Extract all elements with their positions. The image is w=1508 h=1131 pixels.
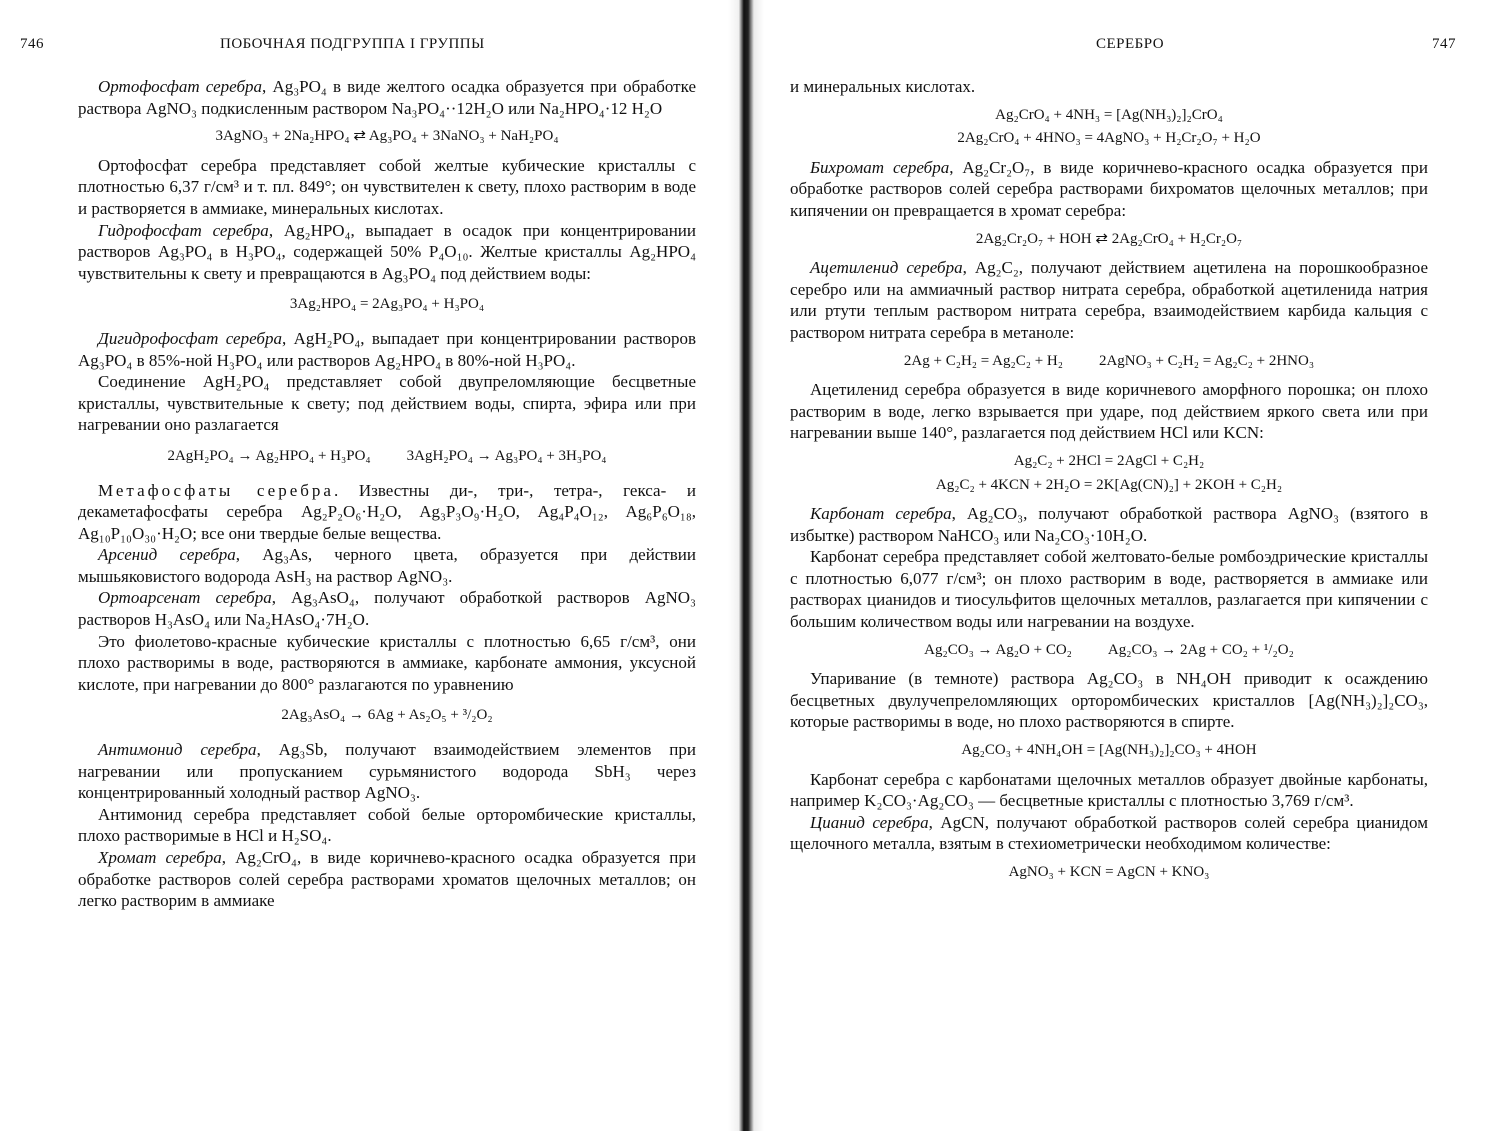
term: Хромат серебра <box>98 848 222 867</box>
paragraph: Цианид серебра, AgCN, получают обработкой растворов солей серебра цианидом щелочного металла, взятым в стехиометрически необходимом количестве: <box>790 812 1428 854</box>
equation: Ag₂CO₃ → Ag₂O + CO₂ Ag₂CO₃ → 2Ag + CO₂ + ¹/₂O₂ <box>924 641 1294 658</box>
paragraph: Карбонат серебра представляет собой желтовато-белые ромбоэдрические кристаллы с плотностью 6,077 г/см³; он плохо растворим в воде, растворяется в аммиаке или растворах цианидов и тиосульфитов щелочных металлов, разлагается при кипячении с большим количеством воды или нагревании на воздухе. <box>790 547 1428 632</box>
equation: 3Ag₂HPO₄ = 2Ag₃PO₄ + H₃PO₄ <box>289 296 485 313</box>
equation: Ag₂CrO₄ + 4NH₃ = [Ag(NH₃)₂]₂CrO₄ <box>995 106 1223 123</box>
term: Дигидрофосфат серебра <box>98 328 282 348</box>
running-head: ПОБОЧНАЯ ПОДГРУППА I ГРУППЫ <box>220 36 485 52</box>
paragraph: Метафосфаты серебра. Известны ди-, три-, тетра-, гекса- и декаметафосфаты серебра Ag₂P₂O₆·H₂O, Ag₃P₃O₉·H₂O, Ag₄P₄O₁₂, Ag₆P₆O₁₈, Ag₁₀P₁₀O₃₀·H₂O; все они твердые белые вещества. <box>78 480 696 543</box>
paragraph: Антимонид серебра, Ag₃Sb, получают взаимодействием элементов при нагревании или пропусканием сурьмянистого водорода SbH₃ через концентрированный холодный раствор AgNO₃. <box>78 740 696 803</box>
text-column <box>78 76 696 912</box>
term: Цианид серебра <box>810 812 929 832</box>
term: Карбонат серебра <box>810 504 952 524</box>
term: Антимонид серебра <box>98 740 257 760</box>
paragraph: Ортоарсенат серебра, Ag₃AsO₄, получают обработкой растворов AgNO₃ растворов H₃AsO₄ или Na₂HAsO₄·7H₂O. <box>78 588 696 630</box>
term: Бихромат серебра <box>810 157 950 177</box>
term: Гидрофосфат серебра <box>98 220 269 240</box>
paragraph: Гидрофосфат серебра, Ag₂HPO₄, выпадает в осадок при концентрировании растворов Ag₃PO₄ в H₃PO₄, содержащей 50% P₄O₁₀. Желтые кристаллы Ag₂HPO₄ чувствительны к свету и превращаются в Ag₃PO₄ под действием воды: <box>78 220 696 283</box>
paragraph: Это фиолетово-красные кубические кристаллы с плотностью 6,65 г/см³, они плохо растворимы в воде, растворяются в аммиаке, карбонате аммония, уксусной кислоте, при нагревании до 800° разлагаются по уравнению <box>78 631 696 694</box>
paragraph: Карбонат серебра, Ag₂CO₃, получают обработкой раствора AgNO₃ (взятого в избытке) раствором NaHCO₃ или Na₂CO₃·10H₂O. <box>790 504 1428 545</box>
term: Арсенид серебра <box>98 545 236 565</box>
paragraph: Ацетиленид серебра, Ag₂C₂, получают действием ацетилена на порошкообразное серебро или на аммиачный раствор нитрата серебра, обработкой ацетиленида натрия или ртути теплым раствором нитрата серебра, взаимодействием карбида кальция с раствором нитрата серебра в метаноле: <box>790 258 1429 342</box>
paragraph: Бихромат серебра, Ag₂Cr₂O₇, в виде коричнево-красного осадка образуется при обработке растворов солей серебра растворами бихроматов щелочных металлов; при кипячении он превращается в хромат серебра: <box>790 157 1428 220</box>
paragraph: Ортофосфат серебра представляет собой желтые кубические кристаллы с плотностью 6,37 г/см³ и т. пл. 849°; он чувствителен к свету, плохо растворим в воде и растворяется в аммиаке, минеральных кислотах. <box>78 155 696 218</box>
paragraph: Ортофосфат серебра, Ag₃PO₄ в виде желтого осадка образуется при обработке раствора AgNO₃ подкисленным раствором Na₃PO₄··12H₂O или Na₂HPO₄·12 H₂O <box>78 77 696 118</box>
page-number: 746 <box>20 36 44 52</box>
paragraph: и минеральных кислотах. <box>790 77 976 96</box>
paragraph: Соединение AgH₂PO₄ представляет собой двупреломляющие бесцветные кристаллы, чувствительные к свету; под действием воды, спирта, эфира или при нагревании оно разлагается <box>78 372 696 435</box>
equation: AgNO₃ + KCN = AgCN + KNO₃ <box>1008 864 1210 880</box>
left-page <box>0 0 740 1131</box>
right-page <box>760 0 1508 1131</box>
equation: 3AgNO₃ + 2Na₂HPO₄ ⇄ Ag₃PO₄ + 3NaNO₃ + NaH₂PO₄ <box>215 128 559 145</box>
equation: Ag₂CO₃ + 4NH₄OH = [Ag(NH₃)₂]₂CO₃ + 4HOH <box>961 742 1257 759</box>
term: Ацетиленид серебра <box>810 258 963 278</box>
page-number: 747 <box>1432 36 1456 52</box>
paragraph: Дигидрофосфат серебра, AgH₂PO₄, выпадает при концентрировании растворов Ag₃PO₄ в 85%-ной H₃PO₄ или растворов Ag₂HPO₄ в 80%-ной H₃PO₄. <box>78 328 696 370</box>
text-column <box>790 76 1428 891</box>
equation: 2Ag₂CrO₄ + 4HNO₃ = 4AgNO₃ + H₂Cr₂O₇ + H₂O <box>957 130 1261 147</box>
paragraph: Упаривание (в темноте) раствора Ag₂CO₃ в NH₄OH приводит к осаждению бесцветных двулучепреломляющих орторомбических кристаллов [Ag(NH₃)₂]₂CO₃, которые растворимы в воде, но плохо растворяются в спирте. <box>790 669 1428 732</box>
equation: Ag₂C₂ + 4KCN + 2H₂O = 2K[Ag(CN)₂] + 2KOH + C₂H₂ <box>935 476 1283 493</box>
book-gutter <box>728 0 764 1131</box>
paragraph: Хромат серебра, Ag₂CrO₄, в виде коричнево-красного осадка образуется при обработке растворов солей серебра растворами хроматов щелочных металлов; он легко растворим в аммиаке <box>78 848 696 911</box>
term: Метафосфаты серебра <box>98 480 334 500</box>
paragraph: Антимонид серебра представляет собой белые орторомбические кристаллы, плохо растворимые в HCl и H₂SO₄. <box>78 804 696 846</box>
equation: Ag₂C₂ + 2HCl = 2AgCl + C₂H₂ <box>1013 452 1205 469</box>
paragraph: Арсенид серебра, Ag₃As, черного цвета, образуется при действии мышьяковистого водорода AsH₃ на раствор AgNO₃. <box>78 545 696 586</box>
term: Ортоарсенат серебра <box>98 588 272 608</box>
running-head: СЕРЕБРО <box>1096 36 1165 52</box>
paragraph: Ацетиленид серебра образуется в виде коричневого аморфного порошка; он плохо растворим в воде, легко взрывается при ударе, под действием яркого света или при нагревании выше 140°, разлагается под действием HCl или KCN: <box>790 380 1428 443</box>
equation: 2Ag + C₂H₂ = Ag₂C₂ + H₂ 2AgNO₃ + C₂H₂ = Ag₂C₂ + 2HNO₃ <box>903 352 1315 369</box>
paragraph: Карбонат серебра с карбонатами щелочных металлов образует двойные карбонаты, например K₂CO₃·Ag₂CO₃ — бесцветные кристаллы с плотностью 3,769 г/см³. <box>790 769 1428 811</box>
equation: 2AgH₂PO₄ → Ag₂HPO₄ + H₃PO₄ 3AgH₂PO₄ → Ag₃PO₄ + 3H₃PO₄ <box>167 447 607 464</box>
equation: 2Ag₃AsO₄ → 6Ag + As₂O₅ + ³/₂O₂ <box>281 707 493 724</box>
equation: 2Ag₂Cr₂O₇ + HOH ⇄ 2Ag₂CrO₄ + H₂Cr₂O₇ <box>975 230 1243 247</box>
term: Ортофосфат серебра <box>98 77 263 96</box>
